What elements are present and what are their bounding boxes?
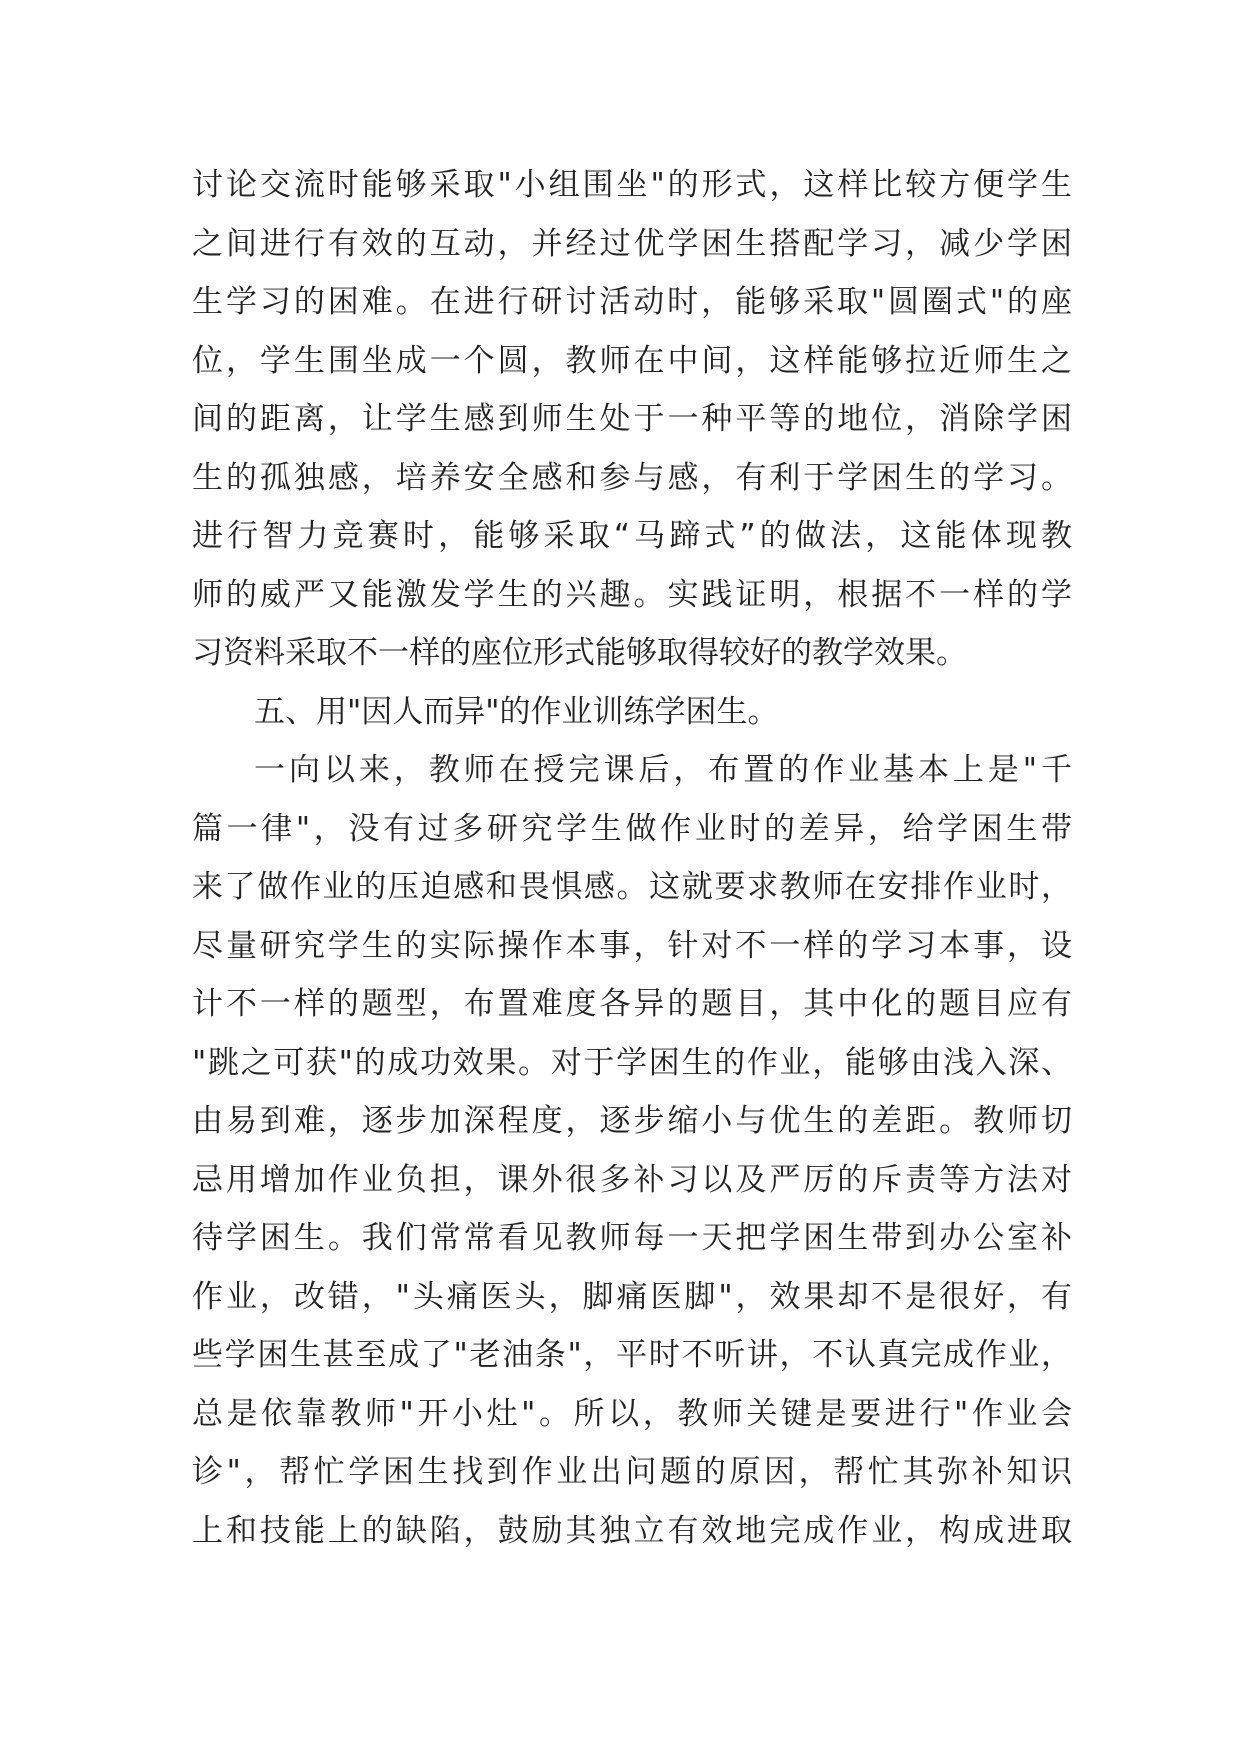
text-line: 师的威严又能激发学生的兴趣。实践证明，根据不一样的学 bbox=[192, 576, 1072, 613]
text-line: 习资料采取不一样的座位形式能够取得较好的教学效果。 bbox=[192, 635, 967, 671]
text-line: 间的距离，让学生感到师生处于一种平等的地位，消除学困 bbox=[192, 401, 1072, 437]
text-line: 作业，改错，"头痛医头，脚痛医脚"，效果却不是很好，有 bbox=[192, 1278, 1072, 1315]
text-line: "跳之可获"的成功效果。对于学困生的作业，能够由浅入深、 bbox=[192, 1044, 1072, 1081]
text-line: 总是依靠教师"开小灶"。所以，教师关键是要进行"作业会 bbox=[192, 1395, 1072, 1432]
body-text bbox=[192, 156, 1072, 1560]
text-line: 计不一样的题型，布置难度各异的题目，其中化的题目应有 bbox=[192, 986, 1072, 1022]
text-line: 待学困生。我们常常看见教师每一天把学困生带到办公室补 bbox=[192, 1220, 1072, 1256]
text-line: 位，学生围坐成一个圆，教师在中间，这样能够拉近师生之 bbox=[192, 342, 1072, 379]
text-line: 之间进行有效的互动，并经过优学困生搭配学习，减少学困 bbox=[192, 225, 1072, 262]
text-line: 尽量研究学生的实际操作本事，针对不一样的学习本事，设 bbox=[192, 927, 1072, 964]
text-line: 由易到难，逐步加深程度，逐步缩小与优生的差距。教师切 bbox=[192, 1103, 1072, 1139]
text-line: 生学习的困难。在进行研讨活动时，能够采取"圆圈式"的座 bbox=[192, 284, 1072, 320]
text-line: 进行智力竞赛时，能够采取“马蹄式”的做法，这能体现教 bbox=[192, 518, 1072, 554]
text-line: 上和技能上的缺陷，鼓励其独立有效地完成作业，构成进取 bbox=[192, 1512, 1072, 1549]
text-line: 讨论交流时能够采取"小组围坐"的形式，这样比较方便学生 bbox=[192, 167, 1072, 203]
text-line: 来了做作业的压迫感和畏惧感。这就要求教师在安排作业时， bbox=[192, 869, 1072, 905]
text-line: 些学困生甚至成了"老油条"，平时不听讲，不认真完成作业， bbox=[192, 1337, 1072, 1373]
text-line: 生的孤独感，培养安全感和参与感，有利于学困生的学习。 bbox=[192, 459, 1072, 496]
section-heading: 五、用"因人而异"的作业训练学困生。 bbox=[254, 693, 779, 730]
text-line: 诊"，帮忙学困生找到作业出问题的原因，帮忙其弥补知识 bbox=[192, 1454, 1072, 1490]
text-line: 一向以来，教师在授完课后，布置的作业基本上是"千 bbox=[254, 752, 1072, 788]
text-line: 篇一律"，没有过多研究学生做作业时的差异，给学困生带 bbox=[192, 810, 1072, 847]
text-line: 忌用增加作业负担，课外很多补习以及严厉的斥责等方法对 bbox=[192, 1161, 1072, 1198]
